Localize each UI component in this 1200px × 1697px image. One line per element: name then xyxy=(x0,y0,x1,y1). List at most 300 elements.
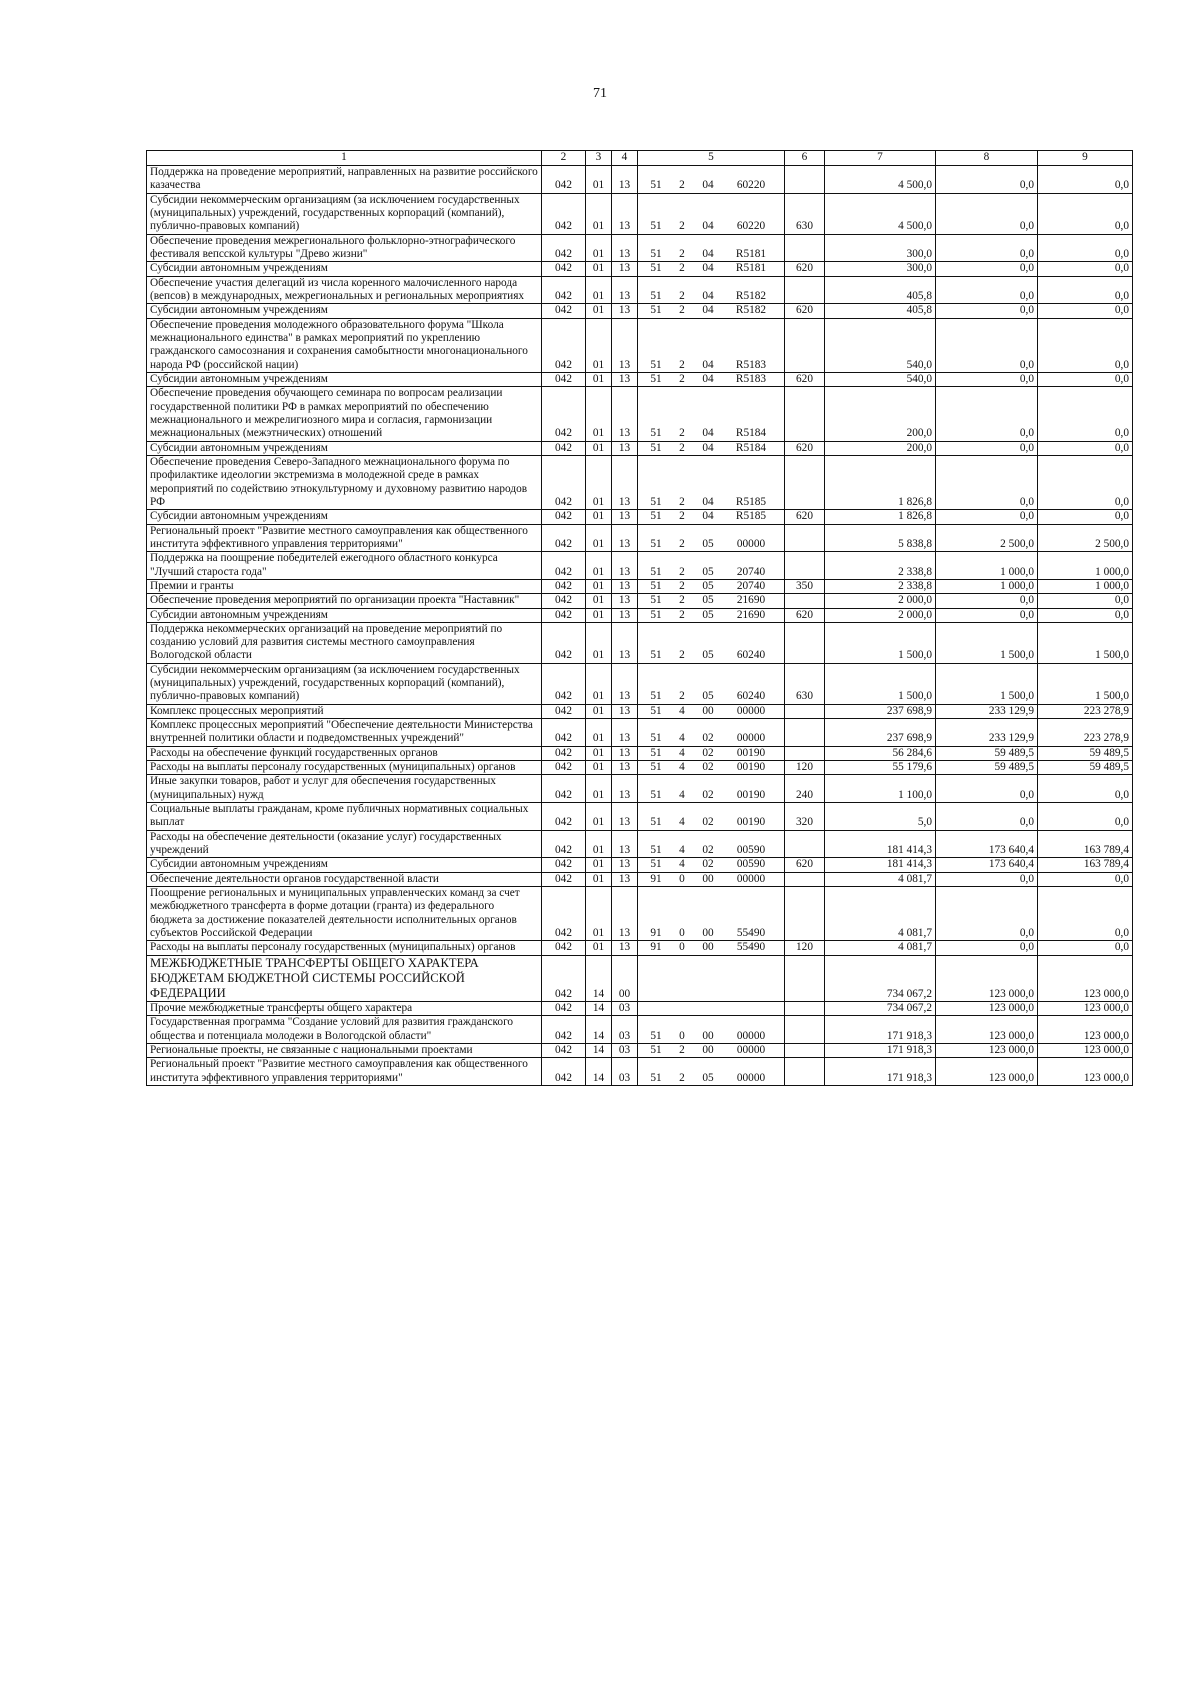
code-expense-type xyxy=(785,872,825,886)
code-expense-type: 350 xyxy=(785,579,825,593)
code-target-article xyxy=(638,579,785,593)
target-article-part: R5181 xyxy=(735,262,767,275)
target-article-parts xyxy=(641,290,781,303)
code-target-article xyxy=(638,704,785,718)
target-article-part: 05 xyxy=(702,649,714,662)
code-subsection: 13 xyxy=(612,304,638,318)
row-name: Субсидии автономным учреждениям xyxy=(147,441,542,455)
target-article-part: 91 xyxy=(650,941,662,954)
row-name: Обеспечение участия делегаций из числа коренного малочисленного народа (вепсов) в международных, межрегиональных и региональных мероприятиях xyxy=(147,276,542,304)
row-name: Субсидии некоммерческим организациям (за исключением государственных (муниципальных) учреждений, государственных корпораций (компаний), публично-правовых компаний) xyxy=(147,193,542,234)
amount-col-9: 0,0 xyxy=(1038,941,1133,955)
amount-col-8: 1 500,0 xyxy=(936,622,1038,663)
amount-col-9: 0,0 xyxy=(1038,387,1133,441)
code-expense-type: 120 xyxy=(785,761,825,775)
code-section: 01 xyxy=(586,579,612,593)
target-article-part: 2 xyxy=(679,220,685,233)
row-name: Социальные выплаты гражданам, кроме публичных нормативных социальных выплат xyxy=(147,803,542,831)
code-expense-type: 620 xyxy=(785,372,825,386)
table-row xyxy=(147,552,1133,580)
column-header-8: 8 xyxy=(936,151,1038,166)
amount-col-9: 0,0 xyxy=(1038,234,1133,262)
code-expense-type xyxy=(785,524,825,552)
code-admin: 042 xyxy=(542,1044,586,1058)
row-name: Комплекс процессных мероприятий "Обеспечение деятельности Министерства внутренней политики области и подведомственных учреждений" xyxy=(147,719,542,747)
table-row xyxy=(147,387,1133,441)
amount-col-9: 163 789,4 xyxy=(1038,830,1133,858)
code-target-article xyxy=(638,955,785,1001)
target-article-part: 00190 xyxy=(736,816,766,829)
amount-col-8: 59 489,5 xyxy=(936,746,1038,760)
target-article-part: 2 xyxy=(679,289,685,302)
code-subsection: 13 xyxy=(612,887,638,941)
code-expense-type xyxy=(785,622,825,663)
table-row xyxy=(147,887,1133,941)
code-section: 01 xyxy=(586,387,612,441)
target-article-parts xyxy=(641,262,781,275)
code-target-article xyxy=(638,872,785,886)
target-article-parts xyxy=(641,594,781,607)
column-header-2: 2 xyxy=(542,151,586,166)
code-section: 01 xyxy=(586,622,612,663)
target-article-part: 51 xyxy=(650,1071,662,1084)
code-target-article xyxy=(638,234,785,262)
target-article-part: 20740 xyxy=(736,579,766,592)
code-subsection: 13 xyxy=(612,608,638,622)
amount-col-7: 300,0 xyxy=(825,234,936,262)
target-article-parts xyxy=(641,304,781,317)
table-row xyxy=(147,746,1133,760)
row-name: Обеспечение проведения мероприятий по организации проекта "Наставник" xyxy=(147,594,542,608)
target-article-parts xyxy=(641,580,781,593)
code-subsection: 03 xyxy=(612,1044,638,1058)
amount-col-8: 0,0 xyxy=(936,166,1038,194)
target-article-part: 51 xyxy=(650,510,662,523)
code-section: 01 xyxy=(586,510,612,524)
target-article-part: 51 xyxy=(650,1044,662,1057)
amount-col-8: 2 500,0 xyxy=(936,524,1038,552)
row-name: Субсидии автономным учреждениям xyxy=(147,262,542,276)
target-article-part: 60240 xyxy=(736,649,766,662)
amount-col-8: 1 500,0 xyxy=(936,663,1038,704)
row-name: Поддержка на поощрение победителей ежегодного областного конкурса "Лучший староста года" xyxy=(147,552,542,580)
row-name: Обеспечение деятельности органов государственной власти xyxy=(147,872,542,886)
amount-col-9: 123 000,0 xyxy=(1038,955,1133,1001)
table-row xyxy=(147,704,1133,718)
target-article-parts xyxy=(641,1030,781,1043)
amount-col-7: 4 081,7 xyxy=(825,941,936,955)
target-article-part: 02 xyxy=(702,788,714,801)
code-expense-type xyxy=(785,318,825,372)
row-name: Расходы на обеспечение функций государственных органов xyxy=(147,746,542,760)
code-admin: 042 xyxy=(542,872,586,886)
target-article-part: R5184 xyxy=(735,427,767,440)
amount-col-9: 0,0 xyxy=(1038,775,1133,803)
code-target-article xyxy=(638,304,785,318)
code-admin: 042 xyxy=(542,1002,586,1016)
code-admin: 042 xyxy=(542,704,586,718)
amount-col-7: 56 284,6 xyxy=(825,746,936,760)
target-article-part: 02 xyxy=(702,746,714,759)
code-section: 01 xyxy=(586,318,612,372)
amount-col-8: 123 000,0 xyxy=(936,955,1038,1001)
row-name: Иные закупки товаров, работ и услуг для обеспечения государственных (муниципальных) нужд xyxy=(147,775,542,803)
code-expense-type: 120 xyxy=(785,941,825,955)
target-article-parts xyxy=(641,179,781,192)
table-row xyxy=(147,579,1133,593)
amount-col-9: 1 500,0 xyxy=(1038,622,1133,663)
table-row xyxy=(147,775,1133,803)
page-number: 71 xyxy=(593,86,607,101)
target-article-part: 2 xyxy=(679,441,685,454)
amount-col-8: 173 640,4 xyxy=(936,858,1038,872)
code-target-article xyxy=(638,1016,785,1044)
target-article-part: 4 xyxy=(679,858,685,871)
target-article-part: 51 xyxy=(650,732,662,745)
row-name: Обеспечение проведения Северо-Западного межнационального форума по профилактике идеологии экстремизма в молодежной среде в рамках мероприятий по содействию этнокультурному и духовному развитию народов РФ xyxy=(147,455,542,509)
amount-col-7: 734 067,2 xyxy=(825,1002,936,1016)
code-admin: 042 xyxy=(542,372,586,386)
target-article-part: 05 xyxy=(702,1071,714,1084)
code-subsection: 03 xyxy=(612,1016,638,1044)
code-section: 01 xyxy=(586,803,612,831)
target-article-parts xyxy=(641,538,781,551)
amount-col-8: 0,0 xyxy=(936,276,1038,304)
code-admin: 042 xyxy=(542,304,586,318)
table-row xyxy=(147,719,1133,747)
target-article-part: 02 xyxy=(702,858,714,871)
target-article-part: 2 xyxy=(679,1044,685,1057)
row-name: Поддержка на проведение мероприятий, направленных на развитие российского казачества xyxy=(147,166,542,194)
code-target-article xyxy=(638,663,785,704)
code-section: 01 xyxy=(586,887,612,941)
target-article-part: 4 xyxy=(679,732,685,745)
code-subsection: 13 xyxy=(612,803,638,831)
row-name: Субсидии автономным учреждениям xyxy=(147,510,542,524)
code-subsection: 13 xyxy=(612,858,638,872)
budget-table xyxy=(146,150,1133,1086)
table-row xyxy=(147,1044,1133,1058)
code-subsection: 13 xyxy=(612,510,638,524)
amount-col-7: 4 081,7 xyxy=(825,887,936,941)
code-admin: 042 xyxy=(542,663,586,704)
amount-col-8: 0,0 xyxy=(936,887,1038,941)
table-row xyxy=(147,372,1133,386)
target-article-part: 02 xyxy=(702,816,714,829)
table-row xyxy=(147,1058,1133,1086)
target-article-part: 2 xyxy=(679,649,685,662)
amount-col-8: 0,0 xyxy=(936,304,1038,318)
target-article-parts xyxy=(641,609,781,622)
target-article-part: 02 xyxy=(702,761,714,774)
amount-col-8: 1 000,0 xyxy=(936,579,1038,593)
code-expense-type xyxy=(785,1002,825,1016)
code-section: 01 xyxy=(586,262,612,276)
target-article-part: 00000 xyxy=(736,537,766,550)
code-expense-type: 630 xyxy=(785,193,825,234)
target-article-part: 51 xyxy=(650,704,662,717)
target-article-parts xyxy=(641,1072,781,1085)
target-article-part: 51 xyxy=(650,220,662,233)
amount-col-7: 237 698,9 xyxy=(825,704,936,718)
column-header-9: 9 xyxy=(1038,151,1133,166)
target-article-part: 51 xyxy=(650,788,662,801)
target-article-parts xyxy=(641,496,781,509)
column-header-1: 1 xyxy=(147,151,542,166)
amount-col-7: 4 500,0 xyxy=(825,193,936,234)
code-expense-type: 620 xyxy=(785,510,825,524)
amount-col-7: 1 100,0 xyxy=(825,775,936,803)
row-name: Субсидии автономным учреждениям xyxy=(147,372,542,386)
amount-col-9: 1 000,0 xyxy=(1038,579,1133,593)
code-section: 01 xyxy=(586,775,612,803)
amount-col-7: 171 918,3 xyxy=(825,1044,936,1058)
target-article-part: 51 xyxy=(650,816,662,829)
code-subsection: 13 xyxy=(612,441,638,455)
code-target-article xyxy=(638,746,785,760)
code-subsection: 13 xyxy=(612,166,638,194)
amount-col-8: 0,0 xyxy=(936,262,1038,276)
target-article-part: 51 xyxy=(650,537,662,550)
target-article-part: 04 xyxy=(702,247,714,260)
code-admin: 042 xyxy=(542,1058,586,1086)
amount-col-8: 233 129,9 xyxy=(936,704,1038,718)
column-header-3: 3 xyxy=(586,151,612,166)
amount-col-8: 0,0 xyxy=(936,872,1038,886)
target-article-part: 04 xyxy=(702,220,714,233)
code-target-article xyxy=(638,276,785,304)
code-target-article xyxy=(638,719,785,747)
target-article-part: 51 xyxy=(650,289,662,302)
code-target-article xyxy=(638,552,785,580)
target-article-part: 51 xyxy=(650,441,662,454)
table-row xyxy=(147,455,1133,509)
code-expense-type: 620 xyxy=(785,858,825,872)
table-row xyxy=(147,941,1133,955)
target-article-part: 04 xyxy=(702,179,714,192)
target-article-part: 55490 xyxy=(736,941,766,954)
target-article-part: 2 xyxy=(679,537,685,550)
code-subsection: 13 xyxy=(612,761,638,775)
amount-col-8: 0,0 xyxy=(936,594,1038,608)
code-target-article xyxy=(638,193,785,234)
amount-col-7: 1 826,8 xyxy=(825,455,936,509)
amount-col-7: 200,0 xyxy=(825,387,936,441)
row-name: Обеспечение проведения обучающего семинара по вопросам реализации государственной политики РФ в рамках мероприятий по обеспечению межнационального и межрелигиозного мира и согласия, гармонизации межнациональных (межэтнических) отношений xyxy=(147,387,542,441)
code-section: 01 xyxy=(586,719,612,747)
row-name: Субсидии некоммерческим организациям (за исключением государственных (муниципальных) учреждений, государственных корпораций (компаний), публично-правовых компаний) xyxy=(147,663,542,704)
target-article-part: 00 xyxy=(702,872,714,885)
code-subsection: 13 xyxy=(612,372,638,386)
target-article-part: 00 xyxy=(702,704,714,717)
amount-col-9: 0,0 xyxy=(1038,262,1133,276)
target-article-part: R5182 xyxy=(735,289,767,302)
target-article-part: 4 xyxy=(679,761,685,774)
code-section: 14 xyxy=(586,955,612,1001)
code-target-article xyxy=(638,166,785,194)
amount-col-9: 0,0 xyxy=(1038,455,1133,509)
target-article-part: 00190 xyxy=(736,788,766,801)
target-article-parts xyxy=(641,427,781,440)
target-article-parts xyxy=(641,732,781,745)
column-header-6: 6 xyxy=(785,151,825,166)
amount-col-7: 734 067,2 xyxy=(825,955,936,1001)
code-section: 01 xyxy=(586,704,612,718)
amount-col-9: 1 500,0 xyxy=(1038,663,1133,704)
amount-col-9: 59 489,5 xyxy=(1038,761,1133,775)
code-admin: 042 xyxy=(542,608,586,622)
code-section: 01 xyxy=(586,455,612,509)
code-target-article xyxy=(638,318,785,372)
target-article-part: 04 xyxy=(702,358,714,371)
row-name: Региональный проект "Развитие местного самоуправления как общественного института эффективного управления территориями" xyxy=(147,1058,542,1086)
row-name: Субсидии автономным учреждениям xyxy=(147,858,542,872)
target-article-part: 4 xyxy=(679,788,685,801)
amount-col-9: 0,0 xyxy=(1038,166,1133,194)
row-name: Региональный проект "Развитие местного самоуправления как общественного института эффективного управления территориями" xyxy=(147,524,542,552)
code-expense-type xyxy=(785,552,825,580)
code-target-article xyxy=(638,372,785,386)
target-article-part: 51 xyxy=(650,304,662,317)
target-article-part: 05 xyxy=(702,594,714,607)
target-article-parts xyxy=(641,566,781,579)
code-section: 01 xyxy=(586,276,612,304)
target-article-part: 2 xyxy=(679,1071,685,1084)
amount-col-7: 1 826,8 xyxy=(825,510,936,524)
amount-col-8: 0,0 xyxy=(936,234,1038,262)
amount-col-8: 123 000,0 xyxy=(936,1044,1038,1058)
code-expense-type xyxy=(785,276,825,304)
amount-col-9: 59 489,5 xyxy=(1038,746,1133,760)
amount-col-9: 0,0 xyxy=(1038,872,1133,886)
code-target-article xyxy=(638,803,785,831)
code-admin: 042 xyxy=(542,276,586,304)
code-expense-type: 320 xyxy=(785,803,825,831)
code-admin: 042 xyxy=(542,524,586,552)
target-article-part: 0 xyxy=(679,941,685,954)
target-article-part: 51 xyxy=(650,372,662,385)
target-article-part: 04 xyxy=(702,304,714,317)
target-article-part: 4 xyxy=(679,704,685,717)
target-article-part: 04 xyxy=(702,372,714,385)
amount-col-7: 171 918,3 xyxy=(825,1016,936,1044)
code-section: 01 xyxy=(586,872,612,886)
code-admin: 042 xyxy=(542,941,586,955)
amount-col-9: 0,0 xyxy=(1038,441,1133,455)
target-article-part: 4 xyxy=(679,746,685,759)
target-article-parts xyxy=(641,1044,781,1057)
code-admin: 042 xyxy=(542,803,586,831)
code-section: 14 xyxy=(586,1058,612,1086)
amount-col-8: 0,0 xyxy=(936,510,1038,524)
code-admin: 042 xyxy=(542,761,586,775)
code-subsection: 13 xyxy=(612,524,638,552)
code-expense-type xyxy=(785,455,825,509)
code-expense-type: 620 xyxy=(785,304,825,318)
table-row xyxy=(147,858,1133,872)
amount-col-8: 59 489,5 xyxy=(936,761,1038,775)
code-target-article xyxy=(638,622,785,663)
code-section: 01 xyxy=(586,663,612,704)
target-article-part: 60220 xyxy=(736,220,766,233)
column-header-5: 5 xyxy=(638,151,785,166)
target-article-part: 05 xyxy=(702,565,714,578)
amount-col-8: 1 000,0 xyxy=(936,552,1038,580)
code-section: 01 xyxy=(586,552,612,580)
code-section: 01 xyxy=(586,193,612,234)
table-row xyxy=(147,262,1133,276)
column-header-4: 4 xyxy=(612,151,638,166)
amount-col-8: 123 000,0 xyxy=(936,1058,1038,1086)
amount-col-7: 2 338,8 xyxy=(825,552,936,580)
target-article-part: 4 xyxy=(679,844,685,857)
code-section: 14 xyxy=(586,1016,612,1044)
amount-col-8: 0,0 xyxy=(936,803,1038,831)
target-article-parts xyxy=(641,873,781,886)
target-article-parts xyxy=(641,373,781,386)
target-article-part: 51 xyxy=(650,495,662,508)
table-header-row xyxy=(147,151,1133,166)
target-article-part: 2 xyxy=(679,304,685,317)
target-article-parts xyxy=(641,816,781,829)
code-expense-type xyxy=(785,594,825,608)
code-section: 01 xyxy=(586,761,612,775)
target-article-parts xyxy=(641,359,781,372)
code-admin: 042 xyxy=(542,955,586,1001)
code-section: 01 xyxy=(586,166,612,194)
amount-col-7: 200,0 xyxy=(825,441,936,455)
target-article-parts xyxy=(641,941,781,954)
code-subsection: 13 xyxy=(612,594,638,608)
target-article-part: 51 xyxy=(650,579,662,592)
code-subsection: 13 xyxy=(612,830,638,858)
target-article-part: 91 xyxy=(650,927,662,940)
amount-col-8: 233 129,9 xyxy=(936,719,1038,747)
table-row xyxy=(147,663,1133,704)
code-target-article xyxy=(638,524,785,552)
code-subsection: 13 xyxy=(612,622,638,663)
code-subsection: 13 xyxy=(612,579,638,593)
target-article-part: 2 xyxy=(679,690,685,703)
code-subsection: 13 xyxy=(612,455,638,509)
table-row xyxy=(147,1016,1133,1044)
amount-col-8: 0,0 xyxy=(936,372,1038,386)
code-expense-type xyxy=(785,166,825,194)
target-article-part: 04 xyxy=(702,495,714,508)
amount-col-7: 237 698,9 xyxy=(825,719,936,747)
table-row xyxy=(147,608,1133,622)
amount-col-7: 405,8 xyxy=(825,276,936,304)
target-article-parts xyxy=(641,690,781,703)
code-section: 14 xyxy=(586,1044,612,1058)
code-admin: 042 xyxy=(542,234,586,262)
target-article-part: 51 xyxy=(650,690,662,703)
amount-col-8: 0,0 xyxy=(936,193,1038,234)
code-subsection: 13 xyxy=(612,746,638,760)
code-subsection: 13 xyxy=(612,719,638,747)
target-article-part: 51 xyxy=(650,247,662,260)
code-target-article xyxy=(638,594,785,608)
table-row xyxy=(147,234,1133,262)
row-name: Комплекс процессных мероприятий xyxy=(147,704,542,718)
target-article-part: R5183 xyxy=(735,358,767,371)
code-subsection: 13 xyxy=(612,941,638,955)
amount-col-9: 0,0 xyxy=(1038,318,1133,372)
amount-col-7: 1 500,0 xyxy=(825,622,936,663)
code-section: 01 xyxy=(586,608,612,622)
code-subsection: 13 xyxy=(612,276,638,304)
target-article-part: 00 xyxy=(702,1044,714,1057)
